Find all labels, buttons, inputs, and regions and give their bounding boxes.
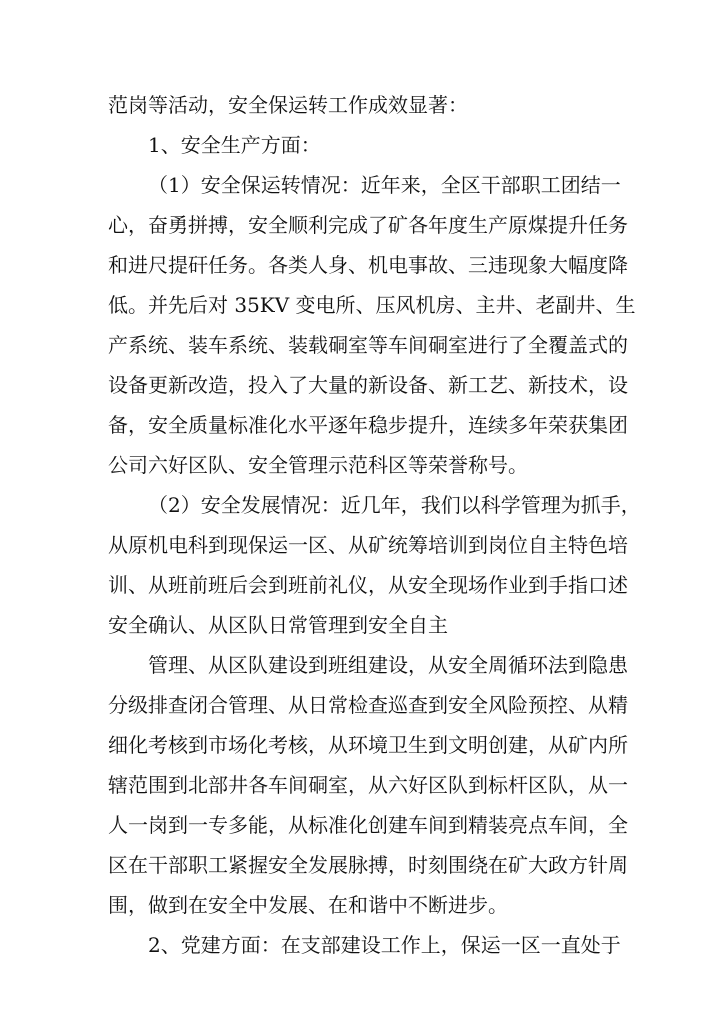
text-line: 辖范围到北部井各车间硐室，从六好区队到标杆区队，从一 bbox=[108, 773, 628, 797]
text-line: 细化考核到市场化考核，从环境卫生到文明创建，从矿内所 bbox=[108, 733, 628, 757]
text-line: 安全确认、从区队日常管理到安全自主 bbox=[108, 613, 448, 637]
text-line: 范岗等活动，安全保运转工作成效显著： bbox=[108, 93, 468, 117]
text-line: 和进尺提矸任务。各类人身、机电事故、三违现象大幅度降 bbox=[108, 253, 628, 277]
text-line: 围，做到在安全中发展、在和谐中不断进步。 bbox=[108, 893, 508, 917]
text-line: 分级排查闭合管理、从日常检查巡查到安全风险预控、从精 bbox=[108, 693, 628, 717]
paragraph-start: （2）安全发展情况：近几年，我们以科学管理为抓手， bbox=[148, 493, 641, 517]
text-line: 人一岗到一专多能，从标准化创建车间到精装亮点车间，全 bbox=[108, 813, 628, 837]
text-line: 备，安全质量标准化水平逐年稳步提升，连续多年荣获集团 bbox=[108, 413, 628, 437]
section-heading: 1、安全生产方面： bbox=[148, 133, 321, 157]
text-line: 设备更新改造，投入了大量的新设备、新工艺、新技术，设 bbox=[108, 373, 628, 397]
text-line: 区在干部职工紧握安全发展脉搏，时刻围绕在矿大政方针周 bbox=[108, 853, 628, 877]
text-line: 从原机电科到现保运一区、从矿统筹培训到岗位自主特色培 bbox=[108, 533, 628, 557]
text-line: 公司六好区队、安全管理示范科区等荣誉称号。 bbox=[108, 453, 528, 477]
text-line: 心，奋勇拼搏，安全顺利完成了矿各年度生产原煤提升任务 bbox=[108, 213, 628, 237]
text-line: 训、从班前班后会到班前礼仪，从安全现场作业到手指口述 bbox=[108, 573, 628, 597]
paragraph-start: （1）安全保运转情况：近年来，全区干部职工团结一 bbox=[148, 173, 621, 197]
text-line: 低。并先后对 35KV 变电所、压风机房、主井、老副井、生 bbox=[108, 293, 636, 317]
text-line: 产系统、装车系统、装载硐室等车间硐室进行了全覆盖式的 bbox=[108, 333, 628, 357]
section-heading: 2、党建方面：在支部建设工作上，保运一区一直处于 bbox=[148, 933, 621, 957]
paragraph-start: 管理、从区队建设到班组建设，从安全周循环法到隐患 bbox=[148, 653, 628, 677]
